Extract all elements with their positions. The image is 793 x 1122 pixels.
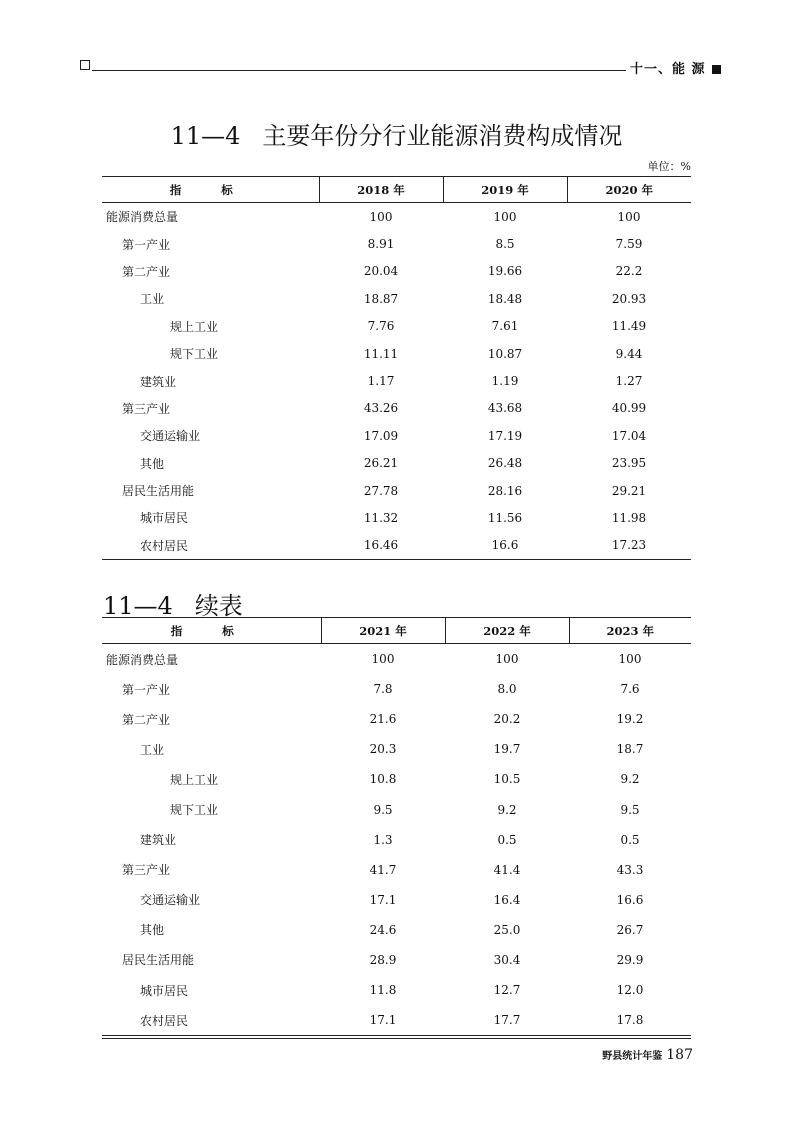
table2-header-year: 2021 年 — [321, 618, 445, 644]
row-label: 其他 — [140, 923, 165, 938]
row-label: 规下工业 — [170, 803, 219, 818]
row-label: 居民生活用能 — [122, 953, 195, 968]
cell-value: 30.4 — [493, 952, 521, 967]
cell-value: 8.5 — [495, 237, 515, 252]
cell-value: 1.17 — [367, 374, 395, 389]
row-label: 农村居民 — [102, 532, 319, 560]
cell-value: 17.7 — [445, 1005, 569, 1036]
unit-note: 单位：% — [647, 160, 691, 173]
table2-title — [103, 586, 243, 621]
cell-value: 41.7 — [369, 862, 397, 877]
page-footer — [602, 1044, 693, 1063]
cell-value: 10.5 — [493, 772, 521, 787]
cell-value: 19.7 — [493, 742, 521, 757]
chapter-title: 十一、能 源 — [630, 62, 706, 77]
table-row — [102, 885, 691, 915]
cell-value: 100 — [495, 652, 519, 667]
table-row — [102, 450, 691, 477]
cell-value: 7.76 — [367, 319, 395, 334]
square-bullet-icon — [712, 65, 721, 74]
table1-header-row — [102, 177, 691, 203]
cell-value: 100 — [617, 209, 641, 224]
cell-value: 17.1 — [369, 892, 397, 907]
row-label: 工业 — [140, 292, 165, 307]
cell-value: 9.5 — [373, 802, 393, 817]
cell-value: 7.8 — [373, 682, 393, 697]
cell-value: 16.6 — [443, 532, 567, 560]
cell-value: 18.87 — [363, 291, 399, 306]
cell-value: 9.2 — [497, 802, 517, 817]
table-row — [102, 945, 691, 975]
cell-value: 20.93 — [611, 291, 647, 306]
table1-header-year: 2020 年 — [567, 177, 691, 203]
footer-book-title: 野县统计年鉴 — [602, 1051, 663, 1062]
cell-value: 100 — [371, 652, 395, 667]
cell-value: 40.99 — [611, 401, 647, 416]
cell-value: 18.7 — [616, 742, 644, 757]
cell-value: 16.46 — [319, 532, 443, 560]
row-label: 城市居民 — [140, 511, 189, 526]
cell-value: 17.04 — [611, 428, 647, 443]
cell-value: 26.21 — [363, 456, 399, 471]
table-row — [102, 258, 691, 285]
table-row — [102, 313, 691, 340]
table-row — [102, 855, 691, 885]
row-label: 农村居民 — [102, 1005, 321, 1036]
cell-value: 8.0 — [497, 682, 517, 697]
cell-value: 1.27 — [615, 374, 643, 389]
cell-value: 11.32 — [363, 510, 399, 525]
table-row — [102, 422, 691, 449]
cell-value: 24.6 — [369, 922, 397, 937]
table-row — [102, 367, 691, 394]
cell-value: 11.49 — [611, 319, 647, 334]
cell-value: 12.7 — [493, 983, 521, 998]
cell-value: 9.44 — [615, 346, 643, 361]
cell-value: 17.19 — [487, 428, 523, 443]
row-label: 工业 — [140, 742, 165, 757]
cell-value: 17.23 — [567, 532, 691, 560]
cell-value: 17.8 — [569, 1005, 691, 1036]
table2 — [102, 617, 691, 1036]
cell-value: 43.26 — [363, 401, 399, 416]
table-row — [102, 203, 691, 231]
table1-header-indicator: 指 标 — [102, 177, 319, 203]
row-label: 第二产业 — [122, 712, 171, 727]
cell-value: 17.1 — [321, 1005, 445, 1036]
table-row — [102, 764, 691, 794]
cell-value: 16.6 — [616, 892, 644, 907]
table2-header-row — [102, 618, 691, 644]
table-row — [102, 915, 691, 945]
cell-value: 100 — [618, 652, 642, 667]
table-row — [102, 285, 691, 312]
cell-value: 26.48 — [487, 456, 523, 471]
table1 — [102, 176, 691, 560]
cell-value: 11.11 — [363, 346, 399, 361]
cell-value: 0.5 — [497, 832, 517, 847]
cell-value: 9.2 — [620, 772, 640, 787]
cell-value: 100 — [369, 209, 393, 224]
header-checkbox-mark — [80, 60, 90, 70]
cell-value: 26.7 — [616, 922, 644, 937]
cell-value: 29.21 — [611, 483, 647, 498]
row-label: 规下工业 — [170, 347, 219, 362]
table1-header-year: 2019 年 — [443, 177, 567, 203]
header-rule — [92, 70, 626, 71]
row-label: 其他 — [140, 456, 165, 471]
table1-title-text: 主要年份分行业能源消费构成情况 — [262, 122, 623, 150]
row-label: 交通运输业 — [140, 893, 201, 908]
cell-value: 7.61 — [491, 319, 519, 334]
table2-title-number: 11—4 — [103, 592, 173, 620]
cell-value: 1.19 — [491, 374, 519, 389]
cell-value: 27.78 — [363, 483, 399, 498]
cell-value: 11.8 — [369, 983, 397, 998]
cell-value: 8.91 — [367, 237, 395, 252]
cell-value: 9.5 — [620, 802, 640, 817]
table-row — [102, 395, 691, 422]
table-row — [102, 704, 691, 734]
cell-value: 0.5 — [620, 832, 640, 847]
page-number: 187 — [666, 1047, 693, 1063]
table-row — [102, 975, 691, 1005]
cell-value: 28.9 — [369, 952, 397, 967]
table2-header-year: 2022 年 — [445, 618, 569, 644]
table1-title-number: 11—4 — [170, 122, 241, 150]
cell-value: 12.0 — [616, 983, 644, 998]
row-label: 第一产业 — [122, 237, 171, 252]
cell-value: 1.3 — [373, 832, 393, 847]
cell-value: 43.68 — [487, 401, 523, 416]
cell-value: 20.2 — [493, 712, 521, 727]
cell-value: 100 — [493, 209, 517, 224]
cell-value: 10.87 — [487, 346, 523, 361]
table-row — [102, 477, 691, 504]
table2-header-year: 2023 年 — [569, 618, 691, 644]
table-row — [102, 504, 691, 531]
row-label: 能源消费总量 — [106, 652, 179, 667]
row-label: 第一产业 — [122, 682, 171, 697]
cell-value: 17.09 — [363, 428, 399, 443]
row-label: 第三产业 — [122, 401, 171, 416]
table-row — [102, 532, 691, 560]
cell-value: 7.6 — [620, 682, 640, 697]
table-row — [102, 734, 691, 764]
table-row — [102, 230, 691, 257]
cell-value: 18.48 — [487, 291, 523, 306]
cell-value: 11.56 — [487, 510, 523, 525]
row-label: 城市居民 — [140, 983, 189, 998]
cell-value: 25.0 — [493, 922, 521, 937]
row-label: 建筑业 — [140, 833, 177, 848]
cell-value: 28.16 — [487, 483, 523, 498]
table-row — [102, 340, 691, 367]
cell-value: 16.4 — [493, 892, 521, 907]
cell-value: 11.98 — [611, 510, 647, 525]
cell-value: 20.04 — [363, 264, 399, 279]
cell-value: 19.66 — [487, 264, 523, 279]
table1-title — [0, 116, 793, 151]
cell-value: 41.4 — [493, 862, 521, 877]
row-label: 交通运输业 — [140, 429, 201, 444]
row-label: 规上工业 — [170, 319, 219, 334]
cell-value: 23.95 — [611, 456, 647, 471]
row-label: 建筑业 — [140, 374, 177, 389]
table2-header-indicator: 指 标 — [102, 618, 321, 644]
row-label: 能源消费总量 — [106, 210, 179, 225]
cell-value: 29.9 — [616, 952, 644, 967]
cell-value: 22.2 — [615, 264, 643, 279]
cell-value: 43.3 — [616, 862, 644, 877]
cell-value: 19.2 — [616, 712, 644, 727]
table-row — [102, 1005, 691, 1036]
footer-rule — [102, 1038, 691, 1039]
table2-title-text: 续表 — [194, 592, 243, 620]
cell-value: 21.6 — [369, 712, 397, 727]
table-row — [102, 644, 691, 675]
cell-value: 20.3 — [369, 742, 397, 757]
table-row — [102, 674, 691, 704]
row-label: 居民生活用能 — [122, 484, 195, 499]
row-label: 第二产业 — [122, 264, 171, 279]
row-label: 第三产业 — [122, 863, 171, 878]
row-label: 规上工业 — [170, 772, 219, 787]
table-row — [102, 825, 691, 855]
cell-value: 7.59 — [615, 237, 643, 252]
chapter-header — [630, 58, 721, 77]
table1-header-year: 2018 年 — [319, 177, 443, 203]
cell-value: 10.8 — [369, 772, 397, 787]
table-row — [102, 794, 691, 824]
